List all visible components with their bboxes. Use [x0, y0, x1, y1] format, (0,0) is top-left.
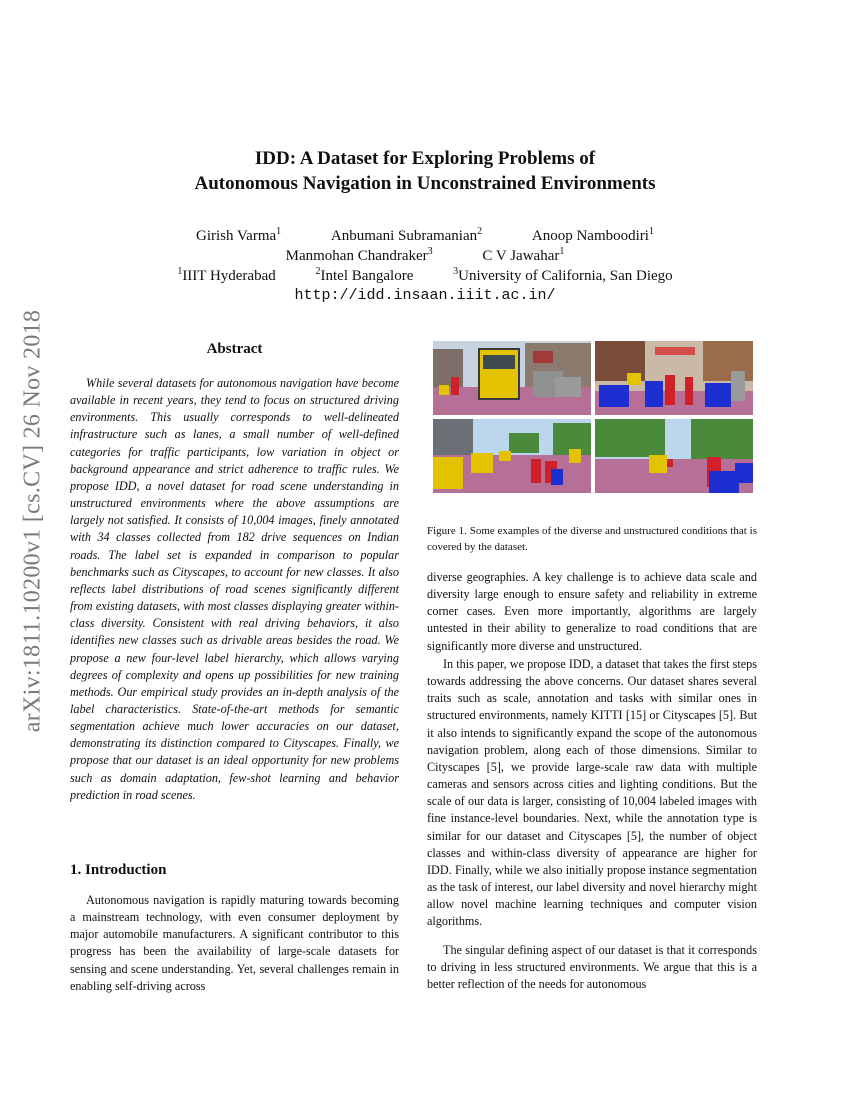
right-paragraph-3: The singular defining aspect of our dataset is that it corresponds to driving in less structured environments. We argue that this is a better reflection of the needs for autonomous: [427, 943, 757, 992]
abstract-heading: Abstract: [206, 341, 263, 357]
author: C V Jawahar$^1$: [482, 246, 565, 264]
right-paragraph-2: In this paper, we propose IDD, a dataset that takes the first steps towards addressing the above concerns. Our dataset shares several traits such as scale, annotation and tasks with similar ones in structured environments, namely KITTI [15] or Cityscapes [5]. But it also intends to significantly expand the scope of the autonomous navigation problem, along each of those dimensions. Similar to Cityscapes [5], we provide large-scale raw data with multiple cameras and sensors across cities and lighting conditions. But the scale of our data is larger, consisting of 10,004 labeled images with fine instance-level boundaries. Next, while the annotation type is similar for our dataset and Cityscapes [5], the number of object classes and within-class diversity of appearance are higher for IDD. Finally, while we also initially propose instance segmentation as the task of interest, our label diversity and novel hierarchy might allow novel machine learning techniques and computer vision algorithms.: [427, 657, 757, 929]
arxiv-identifier: arXiv:1811.10200v1 [cs.CV] 26 Nov 2018: [19, 309, 46, 733]
example-image-1: [433, 341, 591, 415]
author-block: [0, 226, 850, 306]
paper-title: IDD: A Dataset for Exploring Problems of Autonomous Navigation in Unconstrained Environments: [194, 148, 656, 194]
author: Anoop Namboodiri$^1$: [531, 226, 654, 244]
author: Anbumani Subramanian$^2$: [330, 226, 483, 244]
affiliation: $^3$University of California, San Diego: [453, 266, 673, 284]
intro-paragraph: Autonomous navigation is rapidly maturing towards becoming a mainstream technology, with even consumer deployment by major automobile manufacturers. A significant contributor to this progress has been the availability of large-scale datasets for sensing and scene understanding. Yet, several challenges remain in enabling self-driving across: [70, 893, 399, 993]
author: Girish Varma$^1$: [196, 226, 282, 244]
project-url[interactable]: http://idd.insaan.iiit.ac.in/: [294, 287, 556, 304]
example-image-4: [595, 419, 753, 493]
affiliation: $^2$Intel Bangalore: [315, 266, 414, 284]
author-row-2: [0, 246, 850, 266]
affiliations: [0, 266, 850, 286]
section-heading-introduction: 1. Introduction: [70, 862, 167, 878]
right-paragraph-1: diverse geographies. A key challenge is to achieve data scale and diversity large enough to ensure safety and reliability in extreme corner cases. Even more importantly, algorithms are largely untested in their ability to generalize to road conditions that are significantly more diverse and unstructured.: [427, 570, 757, 653]
figure-1: [433, 341, 753, 493]
example-image-2: [595, 341, 753, 415]
author-row-1: [0, 226, 850, 246]
author: Manmohan Chandraker$^3$: [285, 246, 433, 264]
figure-caption: Figure 1. Some examples of the diverse and unstructured conditions that is covered by the dataset.: [427, 525, 757, 553]
abstract-text: While several datasets for autonomous navigation have become available in recent years, they tend to focus on structured driving environments. This usually corresponds to well-delineated infrastructure such as lanes, a small number of well-defined categories for traffic participants, low variation in object or background appearance and strict adherence to traffic rules. We propose IDD, a novel dataset for road scene understanding in unstructured environments where the above assumptions are largely not satisfied. It consists of 10,004 images, finely annotated with 34 classes collected from 182 drive sequences on Indian roads. The label set is expanded in comparison to popular benchmarks such as Cityscapes, to account for new classes. It also reflects label distributions of road scenes significantly different from existing datasets, with most classes displaying greater within-class diversity. Consistent with real driving behaviors, it also identifies new classes such as drivable areas besides the road. We propose a new four-level label hierarchy, which allows varying degrees of complexity and opens up possibilities for new training methods. Our empirical study provides an in-depth analysis of the label characteristics. State-of-the-art methods for semantic segmentation achieve much lower accuracies on our dataset, demonstrating its distinction compared to Cityscapes. Finally, we propose that our dataset is an ideal opportunity for new problems such as domain adaptation, few-shot learning and behavior prediction in road scenes.: [70, 376, 399, 802]
affiliation: $^1$IIIT Hyderabad: [177, 266, 276, 284]
example-image-3: [433, 419, 591, 493]
